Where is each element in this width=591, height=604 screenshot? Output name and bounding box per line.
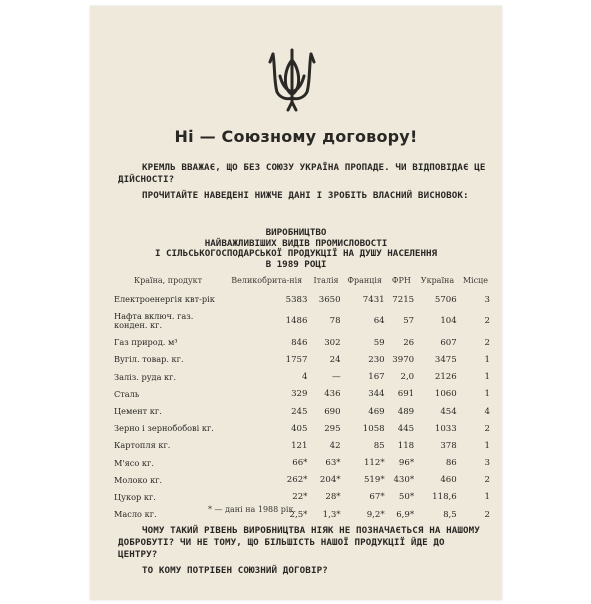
table-row xyxy=(112,369,492,386)
value-cell: 8,5 xyxy=(443,509,457,520)
value-cell: 9,2* xyxy=(366,509,385,520)
value-cell: 690 xyxy=(324,406,341,417)
value-cell: 57 xyxy=(403,316,415,327)
table-heading xyxy=(130,228,462,270)
value-cell: 24 xyxy=(329,354,341,365)
rank-cell: 2 xyxy=(484,475,490,486)
value-cell: 50* xyxy=(398,492,415,503)
value-cell: 846 xyxy=(291,337,308,348)
value-cell: 344 xyxy=(368,389,385,400)
tryzub-icon xyxy=(267,46,317,116)
closing-question: ТО КОМУ ПОТРІБЕН СОЮЗНИЙ ДОГОВІР? xyxy=(142,565,328,576)
value-cell: 1757 xyxy=(285,354,308,365)
table-row xyxy=(112,489,492,506)
value-cell: 2,0 xyxy=(400,372,415,383)
table-header-row xyxy=(112,276,492,291)
value-cell: 26 xyxy=(403,337,415,348)
value-cell: — xyxy=(332,372,341,383)
product-name-cell: Нафта включ. газ. конден. кг. xyxy=(114,311,194,331)
value-cell: 78 xyxy=(329,316,341,327)
rank-cell: 1 xyxy=(484,354,490,365)
table-row xyxy=(112,420,492,437)
column-header: ФРН xyxy=(391,276,411,285)
product-name-cell: Заліз. руда кг. xyxy=(114,371,177,382)
value-cell: 4 xyxy=(302,372,308,383)
table-heading-line: ВИРОБНИЦТВО xyxy=(265,227,327,238)
table-row xyxy=(112,472,492,489)
value-cell: 691 xyxy=(397,389,415,400)
value-cell: 378 xyxy=(440,440,457,451)
production-table xyxy=(112,276,492,523)
rank-cell: 1 xyxy=(484,492,490,503)
product-name-cell: Вугіл. товар. кг. xyxy=(114,354,184,365)
product-name-cell: Картопля кг. xyxy=(114,440,171,451)
value-cell: 436 xyxy=(324,389,341,400)
value-cell: 5706 xyxy=(434,294,457,305)
rank-cell: 1 xyxy=(484,440,490,451)
rank-cell: 2 xyxy=(484,509,490,520)
product-name-cell: Масло кг. xyxy=(114,509,157,520)
table-row xyxy=(112,403,492,420)
product-name-cell: Електроенергія квт-рік xyxy=(114,294,215,305)
value-cell: 67* xyxy=(369,492,385,503)
question-paragraph: ЧОМУ ТАКИЙ РІВЕНЬ ВИРОБНИЦТВА НІЯК НЕ ПОЗНАЧАЄТЬСЯ НА НАШОМУ ДОБРОБУТІ? ЧИ НЕ ТОМУ, ЩО БІЛЬШІСТЬ НАШОЇ ПРОДУКЦІЇ ЙДЕ ДО ЦЕНТРУ? xyxy=(118,525,480,560)
value-cell: 329 xyxy=(291,389,308,400)
value-cell: 3475 xyxy=(434,354,457,365)
rank-cell: 2 xyxy=(484,316,490,327)
table-row xyxy=(112,437,492,454)
value-cell: 3970 xyxy=(392,354,415,365)
value-cell: 1486 xyxy=(285,316,308,327)
value-cell: 607 xyxy=(440,337,457,348)
table-row xyxy=(112,386,492,403)
table-row xyxy=(112,334,492,351)
footnote: * — дані на 1988 рік. xyxy=(208,505,296,514)
table-heading-line: НАЙВАЖЛИВІШИХ ВИДІВ ПРОМИСЛОВОСТІ xyxy=(204,237,388,249)
value-cell: 7215 xyxy=(392,294,415,305)
value-cell: 64 xyxy=(373,316,385,327)
value-cell: 230 xyxy=(368,354,385,365)
value-cell: 118,6 xyxy=(432,492,457,503)
column-header: Італія xyxy=(313,276,339,285)
value-cell: 121 xyxy=(291,440,308,451)
value-cell: 519* xyxy=(363,475,385,486)
value-cell: 445 xyxy=(397,423,415,434)
product-name-cell: Газ природ. м³ xyxy=(114,337,178,348)
rank-cell: 2 xyxy=(484,337,490,348)
rank-cell: 3 xyxy=(484,458,490,469)
value-cell: 2,5* xyxy=(289,509,308,520)
value-cell: 245 xyxy=(291,406,308,417)
value-cell: 104 xyxy=(440,316,457,327)
table-body xyxy=(112,291,492,523)
value-cell: 112* xyxy=(363,458,385,469)
value-cell: 86 xyxy=(445,458,457,469)
value-cell: 3650 xyxy=(318,294,341,305)
product-name-cell: Зерно і зернобобові кг. xyxy=(114,423,214,434)
product-name-cell: М'ясо кг. xyxy=(114,457,154,468)
value-cell: 22* xyxy=(292,492,308,503)
value-cell: 1058 xyxy=(362,423,385,434)
table-row xyxy=(112,308,492,334)
value-cell: 59 xyxy=(373,337,385,348)
value-cell: 430* xyxy=(393,475,415,486)
value-cell: 28* xyxy=(325,492,341,503)
value-cell: 262* xyxy=(286,475,308,486)
column-header: Великобрита-нія xyxy=(231,276,303,285)
column-header: Місце xyxy=(462,276,488,285)
product-name-cell: Цемент кг. xyxy=(114,406,162,417)
table-heading-line: І СІЛЬСЬКОГОСПОДАРСЬКОЇ ПРОДУКЦІЇ НА ДУШУ НАСЕЛЕННЯ xyxy=(154,248,438,259)
value-cell: 204* xyxy=(319,475,341,486)
leaflet-page xyxy=(90,6,502,600)
value-cell: 1033 xyxy=(434,423,457,434)
column-header: Країна, продукт xyxy=(133,276,203,285)
value-cell: 66* xyxy=(292,458,308,469)
rank-cell: 3 xyxy=(484,294,490,305)
value-cell: 295 xyxy=(324,423,341,434)
value-cell: 167 xyxy=(368,372,385,383)
value-cell: 302 xyxy=(324,337,341,348)
rank-cell: 2 xyxy=(484,423,490,434)
rank-cell: 1 xyxy=(484,389,490,400)
value-cell: 42 xyxy=(329,440,341,451)
value-cell: 7431 xyxy=(362,294,385,305)
table-row xyxy=(112,291,492,308)
value-cell: 118 xyxy=(397,440,415,451)
product-name-cell: Сталь xyxy=(114,388,140,399)
value-cell: 469 xyxy=(368,406,385,417)
value-cell: 460 xyxy=(440,475,457,486)
value-cell: 454 xyxy=(440,406,457,417)
column-header: Франція xyxy=(347,276,382,285)
value-cell: 405 xyxy=(291,423,308,434)
page-title: Ні — Союзному договору! xyxy=(174,127,418,146)
table-heading-line: В 1989 РОЦІ xyxy=(265,258,327,270)
value-cell: 96* xyxy=(398,458,415,469)
instruction-paragraph: ПРОЧИТАЙТЕ НАВЕДЕНІ НИЖЧЕ ДАНІ І ЗРОБІТЬ ВЛАСНИЙ ВИСНОВОК: xyxy=(142,190,469,201)
value-cell: 85 xyxy=(373,440,385,451)
value-cell: 489 xyxy=(397,406,415,417)
table-row xyxy=(112,455,492,472)
value-cell: 6,9* xyxy=(396,509,415,520)
value-cell: 63* xyxy=(325,458,341,469)
table-row xyxy=(112,506,492,523)
value-cell: 2126 xyxy=(434,372,457,383)
rank-cell: 1 xyxy=(484,372,490,383)
table-row xyxy=(112,351,492,368)
product-name-cell: Цукор кг. xyxy=(114,491,156,502)
product-name-cell: Молоко кг. xyxy=(114,474,163,485)
value-cell: 1060 xyxy=(434,389,457,400)
intro-paragraph: КРЕМЛЬ ВВАЖАЄ, ЩО БЕЗ СОЮЗУ УКРАЇНА ПРОПАДЕ. ЧИ ВІДПОВІДАЄ ЦЕ ДІЙСНОСТІ? xyxy=(118,162,486,185)
value-cell: 1,3* xyxy=(322,509,341,520)
value-cell: 5383 xyxy=(285,294,308,305)
column-header: Україна xyxy=(420,276,455,285)
rank-cell: 4 xyxy=(484,406,490,417)
